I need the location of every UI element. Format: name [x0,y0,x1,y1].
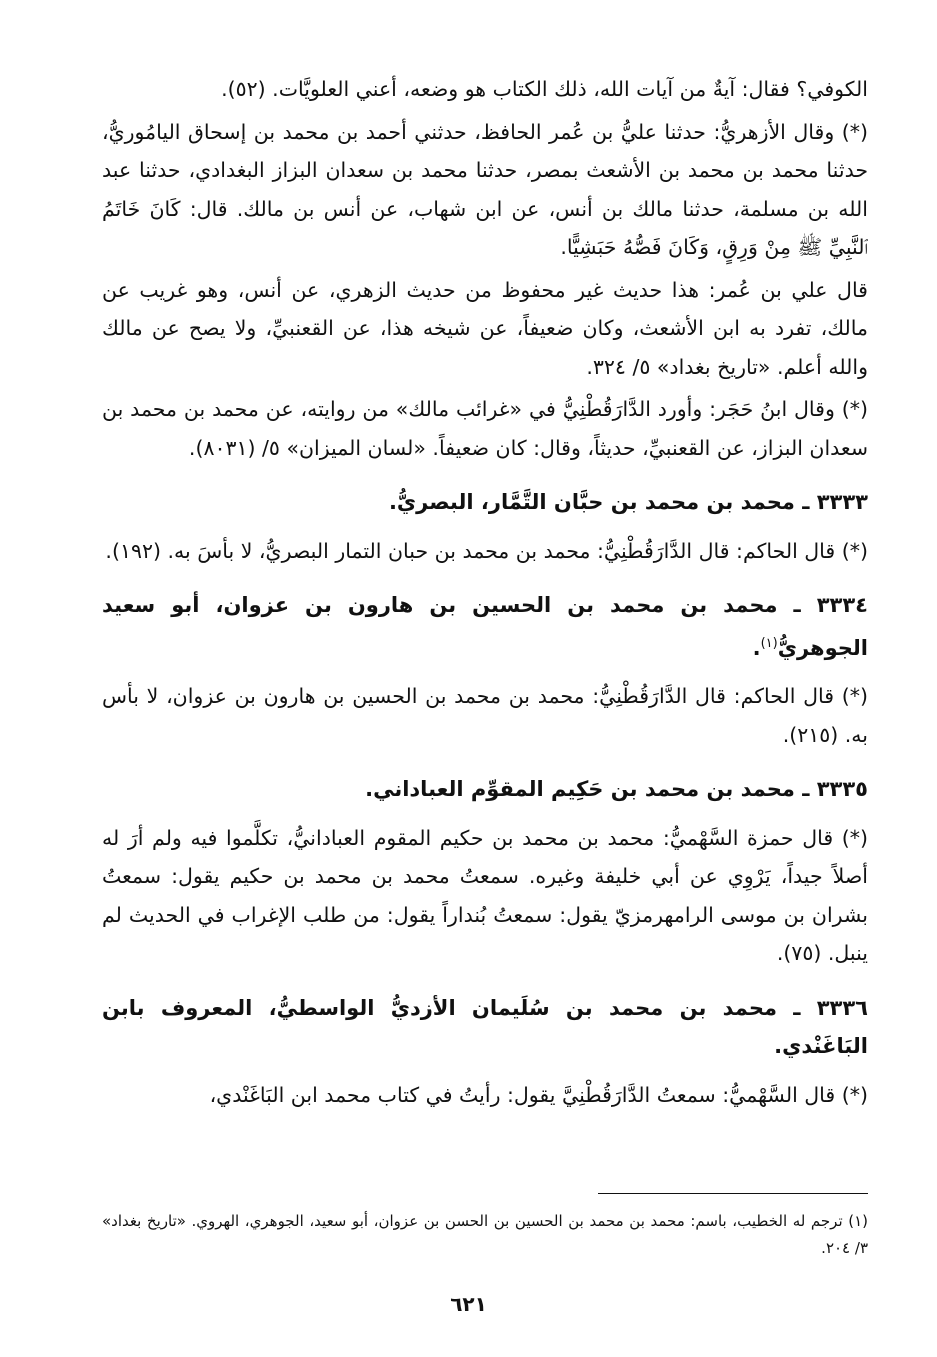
entry-heading-3334 [102,586,868,667]
footnote-1: (١) ترجم له الخطيب، باسم: محمد بن محمد بن الحسين بن الحسن بن عزوان، أبو سعيد، الجوهري، الهروي. «تاريخ بغداد» ٣/ ٢٠٤. [102,1212,868,1257]
paragraph-3335: (*) قال حمزة السَّهْميُّ: محمد بن محمد بن حكيم المقوم العبادانيُّ، تكلَّموا فيه ولم أرَ له أصلاً جيداً، يَرْوِي عن أبي خليفة وغيره. سمعتُ محمد بن محمد بن حكيم يقول: سمعتُ بشران بن موسى الرامهرمزيّ يقول: سمعتُ بُنداراً يقول: من طلب الإغراب في الحديث لم ينبل. (٧٥). [102,825,868,965]
entry-heading-3336: ٣٣٣٦ ـ محمد بن محمد بن سُلَيمان الأزديُّ الواسطيُّ، المعروف بابن البَاغَنْدي. [102,995,868,1058]
paragraph-ibn-hajar: (*) وقال ابنُ حَجَر: وأورد الدَّارَقُطْنِيُّ في «غرائب مالك» من روايته، عن محمد بن محمد بن سعدان البزاز، عن القعنبيِّ، حديثاً، وقال: كان ضعيفاً. «لسان الميزان» ٥/ (٨٠٣١). [102,397,868,460]
paragraph-continuation: الكوفي؟ فقال: آيةٌ من آيات الله، ذلك الكتاب هو وضعه، أعني العلويَّات. (٥٢). [221,77,868,101]
footnotes [102,1208,868,1262]
entry-heading-3334-text: ٣٣٣٤ ـ محمد بن محمد بن الحسين بن هارون بن عزوان، أبو سعيد الجوهريُّ [102,593,868,660]
page-body [102,70,868,1118]
entry-heading-3333: ٣٣٣٣ ـ محمد بن محمد بن حبَّان التَّمَّار، البصريُّ. [388,490,868,514]
footnote-marker[interactable]: (١) [760,635,778,651]
page-number: ٦٢١ [450,1292,487,1316]
entry-heading-3334-end: . [752,635,761,660]
entry-heading-3335: ٣٣٣٥ ـ محمد بن محمد بن حَكِيم المقوِّم العباداني. [365,777,868,801]
paragraph-3333: (*) قال الحاكم: قال الدَّارَقُطْنِيُّ: محمد بن محمد بن حبان التمار البصريُّ، لا بأسَ به. (١٩٢). [105,538,868,563]
footnote-divider [598,1193,868,1194]
paragraph-ali-bin-umar: قال علي بن عُمر: هذا حديث غير محفوظ من حديث الزهري، عن أنس، وهو غريب عن مالك، تفرد به ابن الأشعث، وكان ضعيفاً، عن شيخه هذا، عن القعنبيِّ، ولا يصح عن مالك والله أعلم. «تاريخ بغداد» ٥/ ٣٢٤. [102,277,868,379]
paragraph-azhari-report: (*) وقال الأزهريُّ: حدثنا عليُّ بن عُمر الحافظ، حدثني أحمد بن محمد بن إسحاق اليامُوريُّ، حدثنا محمد بن محمد بن الأشعث بمصر، حدثنا محمد بن سعدان البزاز البغدادي، حدثنا عبد الله بن مسلمة، حدثنا مالك بن أنس، عن ابن شهاب، عن أنس بن مالك. قال: كَانَ خَاتَمُ ٱلنَّبِيِّ ﷺ مِنْ وَرِقٍ، وَكَانَ فَصُّهُ حَبَشِيًّا. [102,119,868,259]
paragraph-3336: (*) قال السَّهْميُّ: سمعتُ الدَّارَقُطْنِيَّ يقول: رأيتُ في كتاب محمد ابن البَاغَنْدي، [209,1082,868,1107]
paragraph-3334: (*) قال الحاكم: قال الدَّارَقُطْنِيُّ: محمد بن محمد بن الحسين بن هارون بن عزوان، لا بأس به. (٢١٥). [102,684,868,747]
